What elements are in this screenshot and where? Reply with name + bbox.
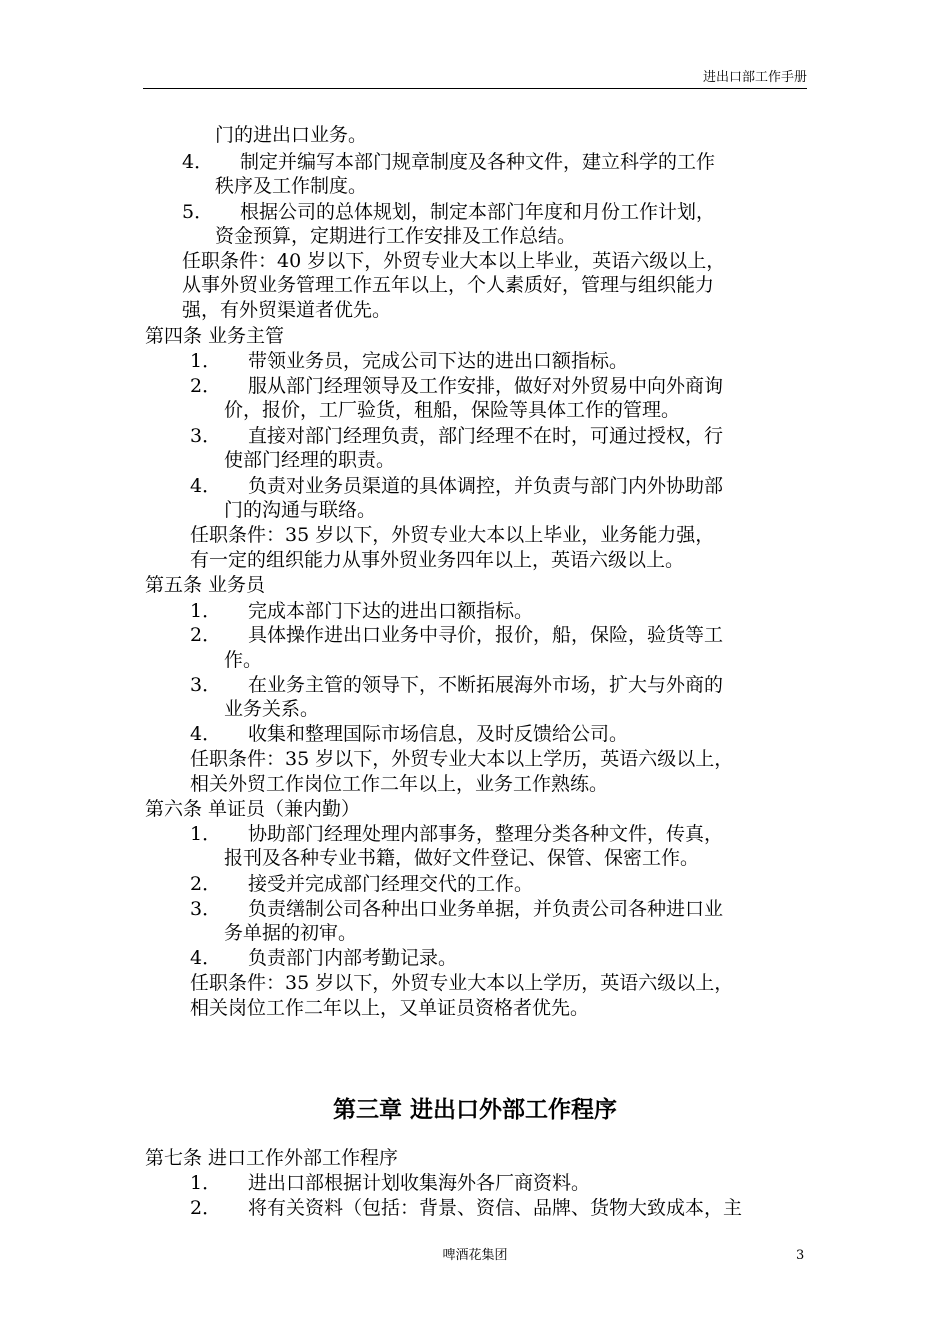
list-number: 1． [190, 823, 222, 845]
article-title: 第七条 进口工作外部工作程序 [145, 1147, 399, 1169]
list-text: 服从部门经理领导及工作安排，做好对外贸易中向外商询 [248, 375, 724, 397]
list-text: 直接对部门经理负责，部门经理不在时，可通过授权，行 [248, 425, 724, 447]
page-header [143, 70, 807, 89]
list-item [190, 1196, 742, 1220]
list-text: 负责缮制公司各种出口业务单据，并负责公司各种进口业 [248, 898, 724, 920]
list-item-continuation: 报刊及各种专业书籍，做好文件登记、保管、保密工作。 [224, 847, 700, 869]
list-text: 负责对业务员渠道的具体调控，并负责与部门内外协助部 [248, 475, 724, 497]
list-text: 进出口部根据计划收集海外各厂商资料。 [248, 1172, 591, 1194]
footer-company: 啤酒花集团 [442, 1248, 508, 1263]
list-item [190, 349, 628, 373]
list-text: 具体操作进出口业务中寻价，报价，船，保险，验货等工 [248, 624, 724, 646]
list-item [182, 150, 715, 174]
list-item [190, 623, 723, 647]
list-item [190, 872, 533, 896]
list-number: 1． [190, 350, 222, 372]
list-item [190, 946, 457, 970]
requirement-line: 相关岗位工作二年以上，又单证员资格者优先。 [190, 997, 590, 1019]
list-item [190, 673, 723, 697]
list-item-continuation: 作。 [224, 649, 263, 671]
list-item-continuation: 业务关系。 [224, 698, 320, 720]
list-number: 4． [190, 475, 222, 497]
chapter-heading: 第三章 进出口外部工作程序 [332, 1096, 617, 1123]
list-number: 3． [190, 898, 222, 920]
list-text: 在业务主管的领导下，不断拓展海外市场，扩大与外商的 [248, 674, 724, 696]
article-title: 第六条 单证员（兼内勤） [145, 798, 361, 820]
article-title: 第五条 业务员 [145, 574, 266, 596]
list-item [190, 424, 723, 448]
list-item [190, 897, 723, 921]
list-number: 4． [182, 151, 214, 173]
list-number: 2． [190, 624, 222, 646]
list-text: 带领业务员，完成公司下达的进出口额指标。 [248, 350, 629, 372]
list-item [190, 1171, 590, 1195]
requirement-line: 任职条件：35 岁以下，外贸专业大本以上毕业，业务能力强， [190, 524, 715, 546]
list-text: 制定并编写本部门规章制度及各种文件，建立科学的工作 [240, 151, 716, 173]
list-item-continuation: 务单据的初审。 [224, 922, 358, 944]
requirement-line: 从事外贸业务管理工作五年以上，个人素质好，管理与组织能力 [182, 274, 715, 296]
list-text: 接受并完成部门经理交代的工作。 [248, 873, 534, 895]
list-number: 5． [182, 201, 214, 223]
list-text: 负责部门内部考勤记录。 [248, 947, 458, 969]
requirement-line: 有一定的组织能力从事外贸业务四年以上，英语六级以上。 [190, 549, 685, 571]
header-title: 进出口部工作手册 [702, 70, 807, 85]
list-number: 3． [190, 425, 222, 447]
list-text: 根据公司的总体规划，制定本部门年度和月份工作计划， [240, 201, 716, 223]
list-number: 4． [190, 723, 222, 745]
list-number: 2． [190, 1197, 222, 1219]
list-text: 收集和整理国际市场信息，及时反馈给公司。 [248, 723, 629, 745]
paragraph-line: 门的进出口业务。 [215, 124, 368, 146]
requirement-line: 相关外贸工作岗位工作二年以上，业务工作熟练。 [190, 773, 609, 795]
list-item-continuation: 使部门经理的职责。 [224, 449, 396, 471]
list-item [190, 822, 723, 846]
list-item-continuation: 价，报价，工厂验货，租船，保险等具体工作的管理。 [224, 399, 681, 421]
list-item [182, 200, 715, 224]
requirement-line: 任职条件：35 岁以下，外贸专业大本以上学历，英语六级以上， [190, 748, 734, 770]
list-item-continuation: 资金预算，定期进行工作安排及工作总结。 [215, 225, 577, 247]
requirement-line: 强，有外贸渠道者优先。 [182, 299, 392, 321]
list-item-continuation: 秩序及工作制度。 [215, 175, 368, 197]
list-number: 1． [190, 600, 222, 622]
requirement-line: 任职条件：35 岁以下，外贸专业大本以上学历，英语六级以上， [190, 972, 734, 994]
list-number: 3． [190, 674, 222, 696]
list-text: 完成本部门下达的进出口额指标。 [248, 600, 534, 622]
requirement-line: 任职条件：40 岁以下，外贸专业大本以上毕业，英语六级以上， [182, 250, 726, 272]
list-text: 将有关资料（包括：背景、资信、品牌、货物大致成本，主 [248, 1197, 743, 1219]
list-item [190, 474, 723, 498]
list-item [190, 599, 533, 623]
list-number: 2． [190, 375, 222, 397]
list-number: 1． [190, 1172, 222, 1194]
list-item [190, 722, 628, 746]
article-title: 第四条 业务主管 [145, 325, 285, 347]
page-number: 3 [796, 1248, 805, 1263]
list-item-continuation: 门的沟通与联络。 [224, 499, 377, 521]
list-text: 协助部门经理处理内部事务，整理分类各种文件，传真， [248, 823, 724, 845]
list-number: 4． [190, 947, 222, 969]
list-number: 2． [190, 873, 222, 895]
list-item [190, 374, 723, 398]
